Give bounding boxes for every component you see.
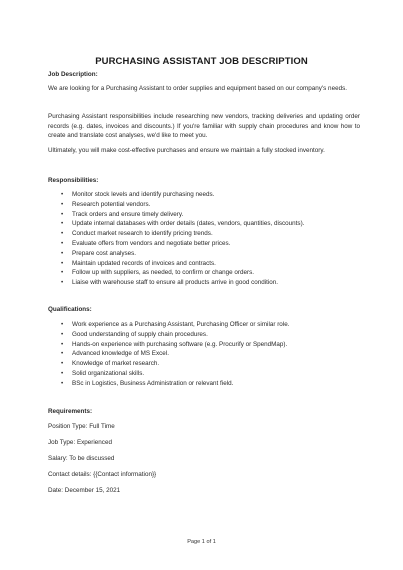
list-item: • Solid organizational skills.: [61, 369, 145, 377]
job-description-paragraph-2: Purchasing Assistant responsibilities include researching new vendors, tracking deliveries and updating order records (e.g. dates, invoices and discounts.) If you're familiar with supply chain procedures and know how to create and translate cost analyses, we'd like to meet you.: [48, 113, 360, 140]
document-title: PURCHASING ASSISTANT JOB DESCRIPTION: [95, 56, 308, 67]
list-item: • Follow up with suppliers, as needed, to confirm or change orders.: [61, 269, 255, 277]
bullet-icon: •: [61, 259, 64, 267]
date: Date: December 15, 2021: [48, 487, 121, 494]
job-description-paragraph-3: Ultimately, you will make cost-effective purchases and ensure we maintain a fully stocked inventory.: [48, 147, 325, 154]
position-type: Position Type: Full Time: [48, 423, 115, 430]
list-item: • Monitor stock levels and identify purchasing needs.: [61, 191, 215, 198]
list-item: • Update internal databases with order details (dates, vendors, quantities, discounts).: [61, 220, 305, 228]
bullet-icon: •: [61, 220, 64, 228]
salary: Salary: To be discussed: [48, 455, 115, 462]
list-item: • Prepare cost analyses.: [61, 249, 137, 257]
list-item: • Work experience as a Purchasing Assistant, Purchasing Officer or similar role.: [61, 321, 290, 328]
bullet-icon: •: [61, 239, 64, 247]
responsibilities-list: [48, 190, 304, 288]
qualifications-list: [48, 320, 289, 389]
bullet-icon: •: [61, 210, 64, 218]
responsibilities-heading: Responsibilities:: [48, 177, 99, 184]
job-description-paragraph-1: We are looking for a Purchasing Assistant to order supplies and equipment based on our company's needs.: [48, 85, 347, 92]
list-item: • Track orders and ensure timely delivery.: [61, 210, 184, 218]
bullet-icon: •: [61, 249, 64, 257]
bullet-icon: •: [61, 230, 64, 238]
list-item: • Conduct market research to identify pricing trends.: [61, 230, 213, 238]
list-item: • Liaise with warehouse staff to ensure all products arrive in good condition.: [61, 279, 279, 287]
list-item: • BSc in Logistics, Business Administration or relevant field.: [61, 379, 234, 387]
bullet-icon: •: [61, 360, 64, 368]
list-item: • Research potential vendors.: [61, 200, 151, 208]
job-type: Job Type: Experienced: [48, 439, 112, 446]
bullet-icon: •: [61, 279, 64, 287]
requirements-heading: Requirements:: [48, 408, 93, 415]
bullet-icon: •: [61, 200, 64, 208]
bullet-icon: •: [61, 191, 64, 198]
bullet-icon: •: [61, 330, 64, 338]
bullet-icon: •: [61, 379, 64, 387]
list-item: • Maintain updated records of invoices and contracts.: [61, 259, 216, 267]
qualifications-heading: Qualifications:: [48, 306, 92, 313]
list-item: • Evaluate offers from vendors and negotiate better prices.: [61, 239, 231, 247]
bullet-icon: •: [61, 340, 64, 348]
list-item: • Hands-on experience with purchasing software (e.g. Procurify or SpendMap).: [61, 340, 288, 348]
page-number: Page 1 of 1: [187, 539, 216, 545]
bullet-icon: •: [61, 369, 64, 377]
bullet-icon: •: [61, 350, 64, 358]
list-item: • Knowledge of market research.: [61, 360, 160, 368]
bullet-icon: •: [61, 321, 64, 328]
bullet-icon: •: [61, 269, 64, 277]
job-description-heading: Job Description:: [48, 71, 98, 78]
list-item: • Advanced knowledge of MS Excel.: [61, 350, 169, 358]
contact-details: Contact details: {{Contact information}}: [48, 471, 157, 478]
list-item: • Good understanding of supply chain procedures.: [61, 330, 208, 338]
